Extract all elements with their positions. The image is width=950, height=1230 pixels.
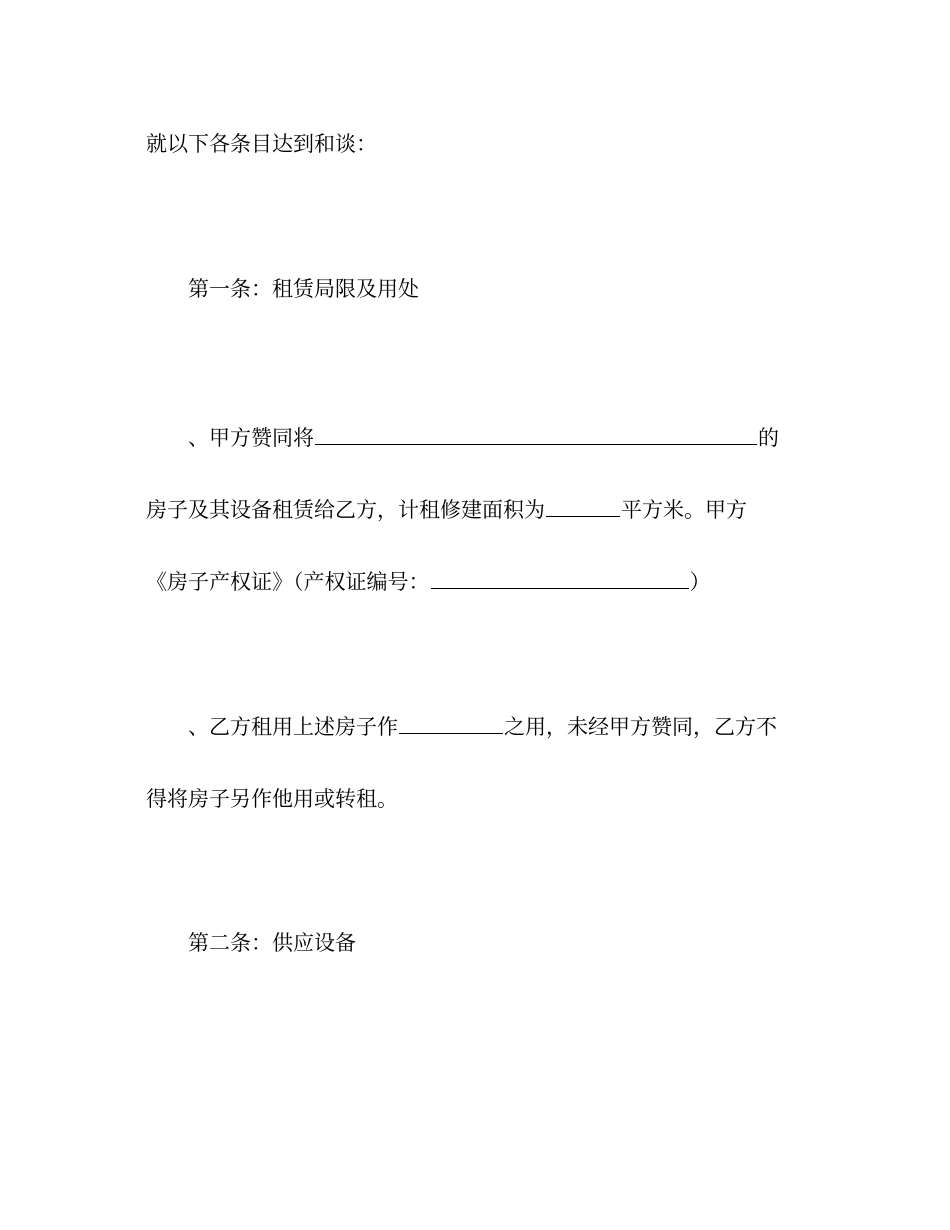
- intro-line: [146, 130, 377, 158]
- clause1-line3: [146, 566, 711, 596]
- clause1-text-c: 房子及其设备租赁给乙方，计租修建面积为: [146, 498, 545, 522]
- clause1-line2: [146, 494, 747, 524]
- clause2-text-a: 、乙方租用上述房子作: [188, 715, 398, 739]
- clause1-text-d: 平方米。甲方: [621, 498, 747, 522]
- clause2-text-c: 得将房子另作他用或转租。: [146, 787, 398, 811]
- area-blank: [546, 494, 620, 517]
- clause2-line1: [188, 711, 777, 741]
- article1-heading: [188, 275, 419, 303]
- clause1-text-e: 《房子产权证》（产权证编号：: [146, 570, 430, 594]
- clause2-line2: [146, 785, 398, 813]
- usage-purpose-blank: [399, 711, 503, 734]
- article2-heading-text: 第二条：供应设备: [188, 931, 356, 955]
- clause1-line1: [188, 422, 779, 452]
- clause2-text-b: 之用，未经甲方赞同，乙方不: [504, 715, 777, 739]
- clause1-text-b: 的: [758, 426, 779, 450]
- property-address-blank: [315, 422, 757, 445]
- article1-heading-text: 第一条：租赁局限及用处: [188, 277, 419, 301]
- clause1-text-a: 、甲方赞同将: [188, 426, 314, 450]
- certificate-number-blank: [431, 566, 689, 589]
- intro-text: 就以下各条目达到和谈：: [146, 132, 377, 156]
- clause1-text-f: ）: [689, 570, 711, 594]
- article2-heading: [188, 929, 356, 957]
